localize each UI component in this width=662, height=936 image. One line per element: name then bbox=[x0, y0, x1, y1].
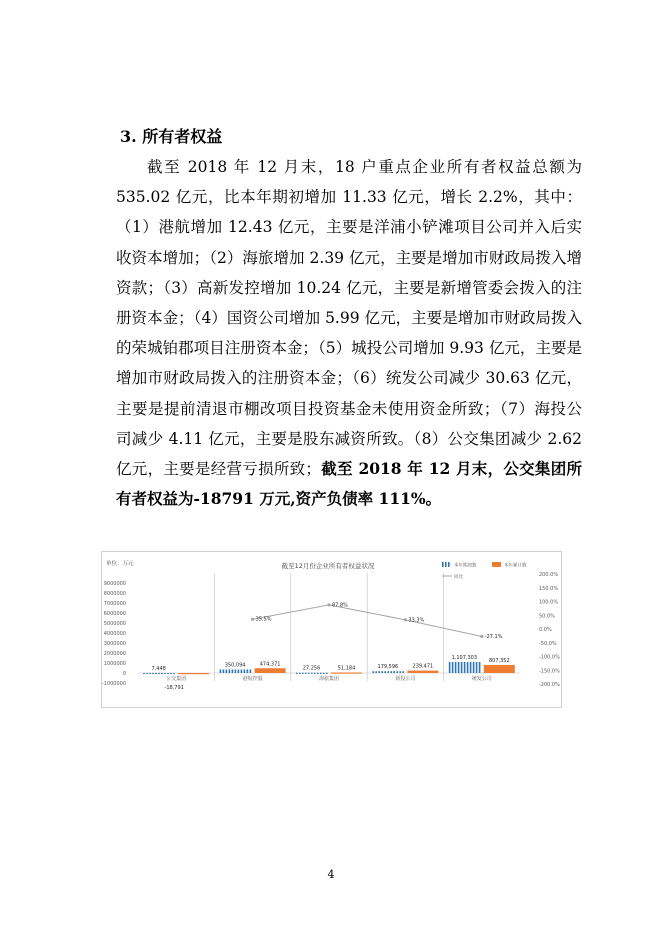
bar-label-start: 7,448 bbox=[151, 665, 166, 672]
bar-start-of-year bbox=[229, 669, 231, 673]
bar-start-of-year bbox=[143, 673, 145, 674]
bar-label-start: 179,596 bbox=[377, 664, 399, 671]
bar-cumulative bbox=[255, 668, 286, 673]
yoy-point bbox=[251, 618, 254, 621]
bar-cumulative bbox=[484, 665, 515, 673]
legend-swatch-cumulative bbox=[492, 562, 501, 567]
bar-start-of-year bbox=[302, 673, 304, 674]
bar-start-of-year bbox=[402, 671, 404, 673]
legend-swatch-start bbox=[445, 562, 447, 567]
bar-start-of-year bbox=[461, 662, 463, 673]
chart-title: 截至12月份企业所有者权益状况 bbox=[281, 562, 375, 570]
bar-label-start: 27,256 bbox=[302, 665, 321, 672]
yoy-point bbox=[404, 618, 407, 621]
paragraph-text: 截至 2018 年 12 月末，18 户重点企业所有者权益总额为 535.02 亿元，比本年期初增加 11.33 亿元，增长 2.2%，其中：（1）港航增加 12.43 亿元，主要是洋浦小铲滩项目公司并入后实收资本增加；（2）海旅增加 2.39 亿元，主要是增加市财政局拨入增资款；（3）高新发控增加 10.24 亿元，主要是新增管委会拨入的注册资本金；（4）国资公司增加 5.99 亿元，主要是增加市财政局拨入的荣城铂郡项目注册资本金；（5）城投公司增加 9.93 亿元，主要是增加市财政局拨入的注册资本金；（6）统发公司减少 30.63 亿元，主要是提前清退市棚改项目投资基金未使用资金所致；（7）海投公司减少 4.11 亿元，主要是股东减资所致。（8）公交集团减少 2.62 亿元，主要是经营亏损所致； bbox=[116, 158, 582, 479]
y-tick-label: -1000000 bbox=[102, 681, 126, 687]
bar-start-of-year bbox=[170, 673, 172, 674]
bar-start-of-year bbox=[146, 673, 148, 674]
bar-start-of-year bbox=[238, 669, 240, 673]
category-label: 新投公司 bbox=[395, 676, 416, 682]
page-number: 4 bbox=[327, 868, 335, 881]
legend-label-yoy: 同比 bbox=[454, 575, 463, 580]
bar-start-of-year bbox=[226, 669, 228, 673]
bar-start-of-year bbox=[305, 673, 307, 674]
paragraph-bold-text: 截至 2018 年 12 月末，公交集团所有者权益为-18791 万元,资产负债率 111%。 bbox=[116, 459, 582, 509]
y-tick-label: 4000000 bbox=[103, 631, 126, 637]
bar-start-of-year bbox=[396, 671, 398, 673]
bar-label-cumulative: 51,184 bbox=[337, 665, 356, 672]
bar-label-start: 1,107,303 bbox=[451, 654, 478, 661]
yoy-label: 33.3% bbox=[408, 617, 425, 624]
chart-svg bbox=[102, 552, 561, 707]
bar-start-of-year bbox=[378, 671, 380, 673]
section-heading: 3. 所有者权益 bbox=[120, 127, 223, 146]
y2-tick-label: 0.0% bbox=[539, 627, 552, 633]
y2-tick-label: 100.0% bbox=[539, 599, 559, 606]
yoy-label: 35.5% bbox=[255, 616, 272, 623]
y-tick-label: 2000000 bbox=[103, 651, 126, 657]
y2-tick-label: -100.0% bbox=[539, 654, 560, 661]
body-paragraph bbox=[116, 152, 582, 514]
bar-label-cumulative: 239,471 bbox=[412, 663, 434, 670]
yoy-label: 87.8% bbox=[332, 602, 348, 609]
y2-tick-label: -50.0% bbox=[539, 640, 557, 647]
bar-start-of-year bbox=[308, 673, 310, 674]
yoy-point bbox=[327, 603, 330, 606]
bar-start-of-year bbox=[167, 673, 169, 674]
y-tick-label: 8000000 bbox=[103, 591, 126, 597]
y-tick-label: 9000000 bbox=[103, 581, 126, 587]
bar-start-of-year bbox=[393, 671, 395, 673]
yoy-label: -27.1% bbox=[484, 633, 503, 640]
bar-start-of-year bbox=[164, 673, 166, 674]
bar-start-of-year bbox=[399, 671, 401, 673]
bar-start-of-year bbox=[384, 671, 386, 673]
legend-label-cumulative: 本年累计数 bbox=[504, 563, 527, 569]
bar-start-of-year bbox=[387, 671, 389, 673]
y2-tick-label: 150.0% bbox=[539, 585, 559, 592]
bar-start-of-year bbox=[464, 662, 466, 673]
bar-label-cumulative: 474,371 bbox=[259, 661, 281, 668]
bar-cumulative bbox=[331, 672, 362, 673]
bar-start-of-year bbox=[152, 673, 154, 674]
bar-start-of-year bbox=[247, 669, 249, 673]
bar-start-of-year bbox=[223, 669, 225, 673]
y2-tick-label: 200.0% bbox=[539, 572, 559, 578]
bar-start-of-year bbox=[250, 669, 252, 673]
y2-tick-label: -150.0% bbox=[539, 668, 560, 675]
bar-start-of-year bbox=[452, 662, 454, 673]
bar-start-of-year bbox=[323, 673, 325, 674]
bar-start-of-year bbox=[320, 673, 322, 674]
bar-start-of-year bbox=[476, 662, 478, 673]
bar-start-of-year bbox=[473, 662, 475, 673]
category-label: 海旅集团 bbox=[318, 676, 340, 682]
bar-start-of-year bbox=[455, 662, 457, 673]
y-tick-label: 0 bbox=[122, 671, 126, 677]
yoy-point bbox=[480, 635, 483, 638]
y-tick-label: 6000000 bbox=[103, 611, 126, 617]
equity-chart bbox=[101, 551, 562, 708]
bar-start-of-year bbox=[232, 669, 234, 673]
legend-swatch-start bbox=[442, 562, 444, 567]
bar-label-start: 350,094 bbox=[224, 662, 246, 669]
y-tick-label: 1000000 bbox=[103, 661, 126, 667]
bar-start-of-year bbox=[158, 673, 160, 674]
bar-start-of-year bbox=[449, 662, 451, 673]
chart-unit-label: 单位：万元 bbox=[106, 561, 134, 567]
legend-swatch-start bbox=[448, 562, 450, 567]
bar-start-of-year bbox=[220, 669, 222, 673]
bar-start-of-year bbox=[467, 662, 469, 673]
bar-label-cumulative: -18,791 bbox=[164, 685, 184, 692]
category-label: 港航控股 bbox=[242, 676, 263, 682]
bar-start-of-year bbox=[375, 671, 377, 673]
bar-start-of-year bbox=[173, 673, 175, 674]
bar-start-of-year bbox=[235, 669, 237, 673]
bar-start-of-year bbox=[470, 662, 472, 673]
category-label: 公交集团 bbox=[166, 676, 187, 682]
bar-start-of-year bbox=[155, 673, 157, 674]
y2-tick-label: -200.0% bbox=[539, 682, 560, 688]
bar-start-of-year bbox=[326, 673, 328, 674]
bar-start-of-year bbox=[161, 673, 163, 674]
bar-start-of-year bbox=[241, 669, 243, 673]
y-tick-label: 7000000 bbox=[103, 601, 126, 607]
bar-cumulative bbox=[178, 673, 209, 674]
bar-start-of-year bbox=[244, 669, 246, 673]
bar-start-of-year bbox=[381, 671, 383, 673]
bar-start-of-year bbox=[458, 662, 460, 673]
category-label: 统发公司 bbox=[471, 676, 492, 682]
bar-cumulative bbox=[407, 671, 438, 673]
y-tick-label: 5000000 bbox=[103, 621, 126, 627]
bar-start-of-year bbox=[372, 671, 374, 673]
bar-start-of-year bbox=[299, 673, 301, 674]
bar-label-cumulative: 807,352 bbox=[488, 657, 510, 664]
bar-start-of-year bbox=[390, 671, 392, 673]
bar-start-of-year bbox=[479, 662, 481, 673]
bar-start-of-year bbox=[314, 673, 316, 674]
bar-start-of-year bbox=[311, 673, 313, 674]
y-tick-label: 3000000 bbox=[103, 641, 126, 647]
y2-tick-label: 50.0% bbox=[539, 613, 555, 620]
bar-start-of-year bbox=[296, 673, 298, 674]
bar-start-of-year bbox=[149, 673, 151, 674]
bar-start-of-year bbox=[317, 673, 319, 674]
legend-label-start: 本年期初数 bbox=[454, 563, 477, 569]
